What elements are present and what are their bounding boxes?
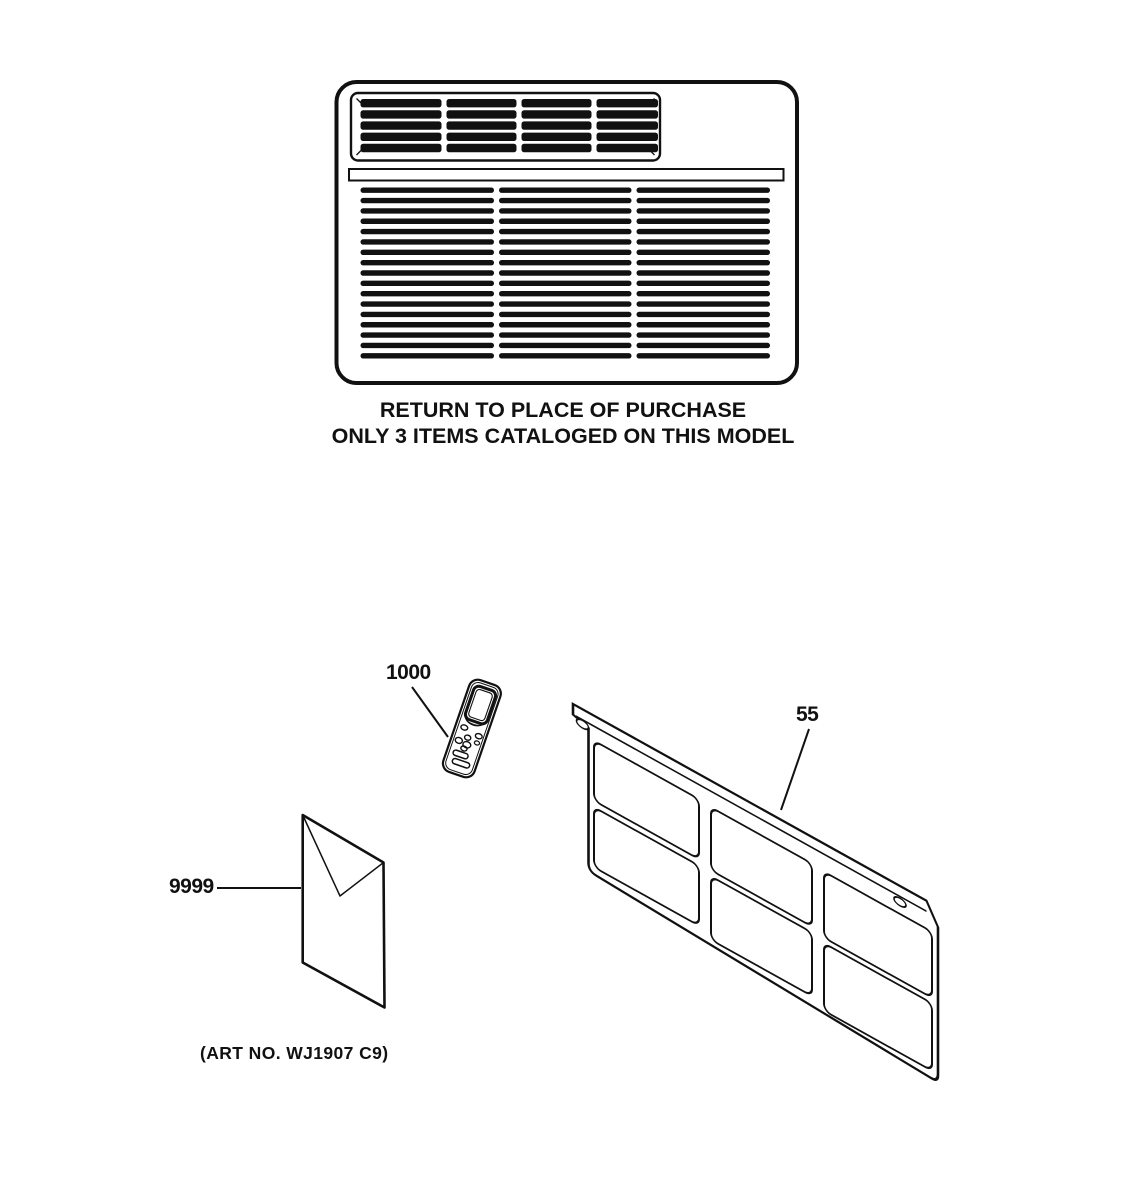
- envelope-body: [303, 815, 385, 1008]
- remote-leader-line: [412, 687, 448, 737]
- ac-main-louver-slats: [361, 188, 771, 359]
- art-number: (ART NO. WJ1907 C9): [200, 1043, 389, 1063]
- remote-control-drawing: [441, 677, 504, 779]
- part-label-literature-envelope: 9999: [169, 875, 214, 898]
- ac-trim-bar: [349, 169, 784, 181]
- filter-leader-line: [781, 729, 809, 810]
- air-conditioner-front-panel: [337, 82, 798, 383]
- part-label-air-filter: 55: [796, 703, 819, 726]
- filter-outline: [573, 704, 938, 1082]
- ac-top-grille-slats: [361, 99, 659, 152]
- caption-line-1: RETURN TO PLACE OF PURCHASE: [379, 398, 747, 422]
- literature-envelope-drawing: [303, 815, 385, 1008]
- caption-line-2: ONLY 3 ITEMS CATALOGED ON THIS MODEL: [331, 423, 795, 448]
- caption: [280, 398, 846, 449]
- air-filter-drawing: [573, 704, 938, 1082]
- part-label-remote-control: 1000: [386, 661, 431, 684]
